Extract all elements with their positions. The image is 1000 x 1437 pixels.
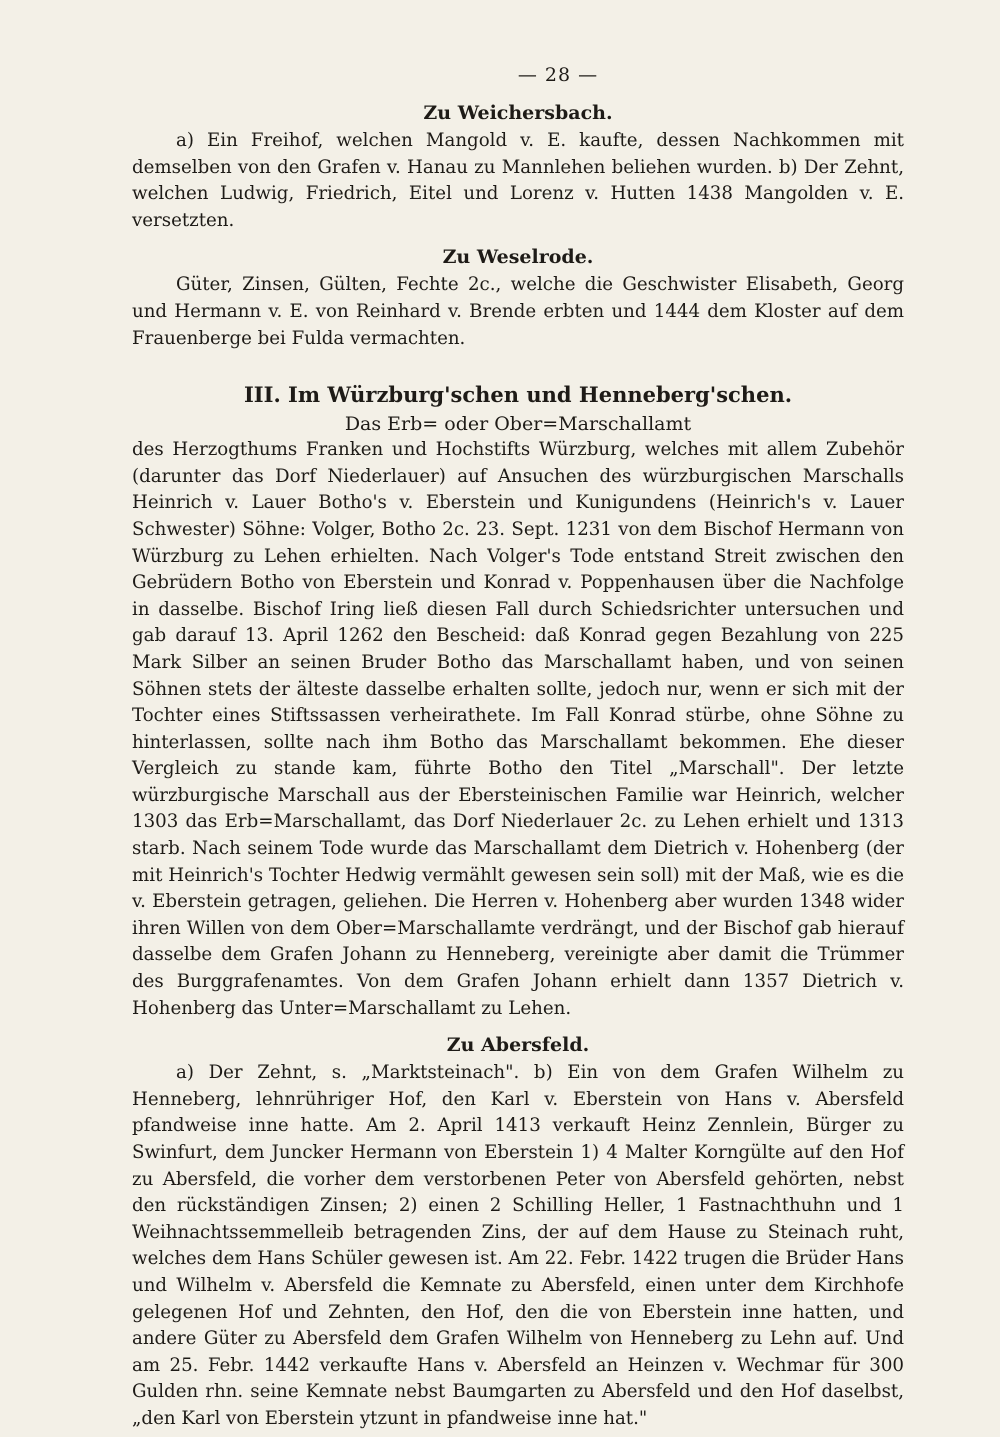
page-number: — 28 — (517, 64, 599, 86)
paragraph-weichersbach: a) Ein Freihof, welchen Mangold v. E. kaufte, dessen Nachkommen mit demselben von den Grafen v. Hanau zu Mannlehen beliehen wurden. b) Der Zehnt, welchen Ludwig, Friedrich, Eitel und Lorenz v. Hutten 1438 Mangolden v. E. versetzten. (132, 130, 904, 231)
section-heading-weichersbach: Zu Weichersbach. (423, 102, 613, 124)
paragraph-abersfeld: a) Der Zehnt, s. „Marktsteinach". b) Ein von dem Grafen Wilhelm zu Henneberg, lehnrühriger Hof, den Karl v. Eberstein von Hans v. Abersfeld pfandweise inne hatte. Am 2. April 1413 verkauft Heinz Zennlein, Bürger zu Swinfurt, dem Juncker Hermann von Eberstein 1) 4 Malter Korngülte auf den Hof zu Abersfeld, die vorher dem verstorbenen Peter von Abersfeld gehörten, nebst den rückständigen Zinsen; 2) einen 2 Schilling Heller, 1 Fastnachthuhn und 1 Weihnachtssemmelleib betragenden Zins, der auf dem Hause zu Steinach ruht, welches dem Hans Schüler gewesen ist. Am 22. Febr. 1422 trugen die Brüder Hans und Wilhelm v. Abersfeld die Kemnate zu Abersfeld, einen unter dem Kirchhofe gelegenen Hof und Zehnten, den Hof, den die von Eberstein inne hatten, und andere Güter zu Abersfeld dem Grafen Wilhelm von Henneberg zu Lehn auf. Und am 25. Febr. 1442 verkaufte Hans v. Abersfeld an Heinzen v. Wechmar für 300 Gulden rhn. seine Kemnate nebst Baumgarten zu Abersfeld und den Hof daselbst, „den Karl von Eberstein ytzunt in pfandweise inne hat." (132, 1062, 904, 1429)
paragraph-weselrode: Güter, Zinsen, Gülten, Fechte 2c., welche die Geschwister Elisabeth, Georg und Hermann v. E. von Reinhard v. Brende erbten und 1444 dem Kloster auf dem Frauenberge bei Fulda vermachten. (132, 274, 904, 349)
section-heading-abersfeld: Zu Abersfeld. (446, 1034, 590, 1057)
chapter-subheading: Das Erb= oder Ober=Marschallamt (344, 413, 692, 436)
paragraph-marschallamt: des Herzogthums Franken und Hochstifts Würzburg, welches mit allem Zubehör (darunter das Dorf Niederlauer) auf Ansuchen des würzburgischen Marschalls Heinrich v. Lauer Botho's v. Eberstein und Kunigundens (Heinrich's v. Lauer Schwester) Söhne: Volger, Botho 2c. 23. Sept. 1231 von dem Bischof Hermann von Würzburg zu Lehen erhielten. Nach Volger's Tode entstand Streit zwischen den Gebrüdern Botho von Eberstein und Konrad v. Poppenhausen über die Nachfolge in dasselbe. Bischof Iring ließ diesen Fall durch Schiedsrichter untersuchen und gab darauf 13. April 1262 den Bescheid: daß Konrad gegen Bezahlung von 225 Mark Silber an seinen Bruder Botho das Marschallamt haben, und von seinen Söhnen stets der älteste dasselbe erhalten sollte, jedoch nur, wenn er sich mit der Tochter eines Stiftssassen verheirathete. Im Fall Konrad stürbe, ohne Söhne zu hinterlassen, sollte nach ihm Botho das Marschallamt bekommen. Ehe dieser Vergleich zu stande kam, führte Botho den Titel „Marschall". Der letzte würzburgische Marschall aus der Ebersteinischen Familie war Heinrich, welcher 1303 das Erb=Marschallamt, das Dorf Niederlauer 2c. zu Lehen erhielt und 1313 starb. Nach seinem Tode wurde das Marschallamt dem Dietrich v. Hohenberg (der mit Heinrich's Tochter Hedwig vermählt gewesen sein soll) mit der Maß, wie es die v. Eberstein getragen, geliehen. Die Herren v. Hohenberg aber wurden 1348 wider ihren Willen von dem Ober=Marschallamte verdrängt, und der Bischof gab hierauf dasselbe dem Grafen Johann zu Henneberg, vereinigte aber damit die Trümmer des Burggrafenamtes. Von dem Grafen Johann erhielt dann 1357 Dietrich v. Hohenberg das Unter=Marschallamt zu Lehen. (132, 439, 904, 1019)
chapter-heading: III. Im Würzburg'schen und Henneberg'schen. (243, 382, 793, 408)
section-heading-weselrode: Zu Weselrode. (442, 246, 594, 269)
